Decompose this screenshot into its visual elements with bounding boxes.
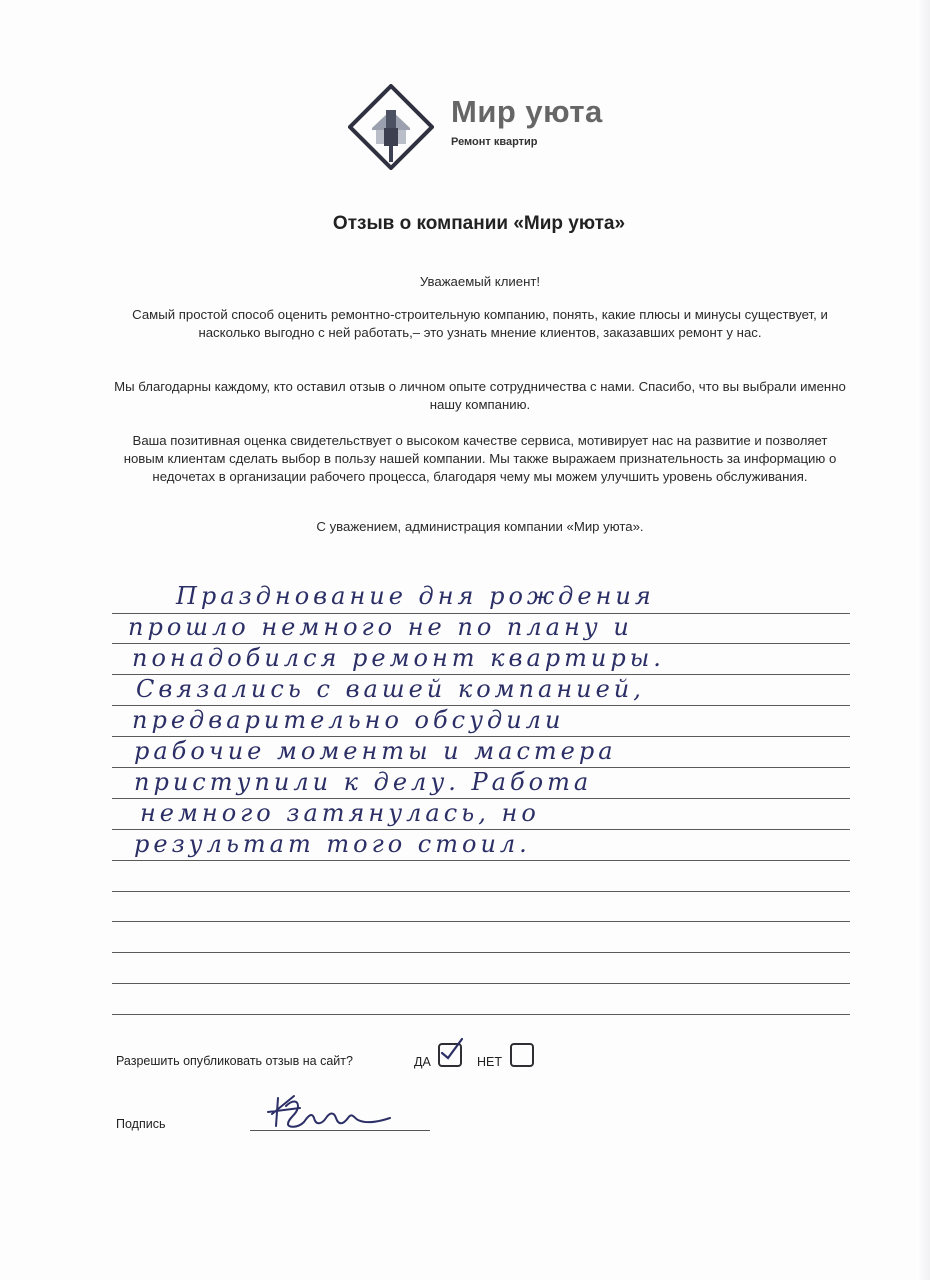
page-title: Отзыв о компании «Мир уюта» <box>332 213 626 234</box>
writing-line <box>112 1014 850 1015</box>
review-line: немного затянулась, но <box>140 799 540 827</box>
publish-question: Разрешить опубликовать отзыв на сайт? <box>116 1054 353 1068</box>
greeting: Уважаемый клиент! <box>419 274 541 289</box>
review-line: Празднование дня рождения <box>176 582 655 610</box>
review-line: понадобился ремонт квартиры. <box>132 644 665 672</box>
publish-no-checkbox[interactable] <box>510 1043 534 1067</box>
writing-line <box>112 891 850 892</box>
review-line: прошло немного не по плану и <box>128 613 633 641</box>
review-line: рабочие моменты и мастера <box>134 737 617 765</box>
checkmark-icon <box>436 1036 466 1066</box>
review-line: приступили к делу. Работа <box>134 768 593 796</box>
review-line: Связались с вашей компанией, <box>136 675 645 703</box>
page-edge <box>916 0 930 1280</box>
publish-yes-label: ДА <box>414 1055 431 1069</box>
review-line: предварительно обсудили <box>132 706 565 734</box>
brand-tagline: Ремонт квартир <box>451 136 538 148</box>
intro-paragraph-2: Мы благодарны каждому, кто оставил отзыв о личном опыте сотрудничества с нами. Спасибо, что вы выбрали именно нашу компанию. <box>114 379 846 412</box>
publish-no-label: НЕТ <box>477 1055 502 1069</box>
writing-line <box>112 860 850 861</box>
writing-line <box>112 983 850 984</box>
review-line: результат того стоил. <box>134 830 531 858</box>
signature-label: Подпись <box>116 1117 166 1131</box>
intro-paragraph-3: Ваша позитивная оценка свидетельствует о высоком качестве сервиса, мотивирует нас на развитие и позволяет новым клиентам сделать выбор в пользу нашей компании. Мы также выражаем признательность за информацию о недочетах в организации рабочего процесса, благодаря чему мы можем улучшить уровень обслуживания. <box>123 433 837 484</box>
handwritten-signature <box>258 1088 398 1132</box>
brand-name: Мир уюта <box>451 94 603 129</box>
writing-line <box>112 952 850 953</box>
intro-paragraph-1: Самый простой способ оценить ремонтно-строительную компанию, понять, какие плюсы и минусы существует, и насколько выгодно с ней работать,– это узнать мнение клиентов, заказавших ремонт у нас. <box>132 307 828 340</box>
closing-line: С уважением, администрация компании «Мир уюта». <box>316 519 644 534</box>
writing-line <box>112 921 850 922</box>
